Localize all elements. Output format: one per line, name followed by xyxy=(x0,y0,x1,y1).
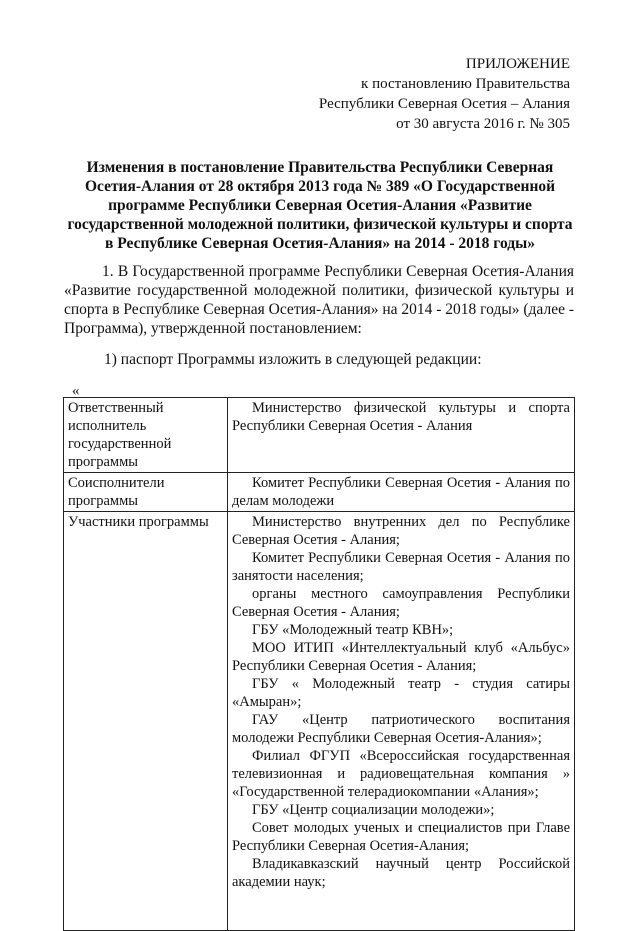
row-label-responsible: Ответственный исполнитель государственной программы xyxy=(64,398,228,473)
row-value-responsible: Министерство физической культуры и спорта Республики Северная Осетия - Алания xyxy=(228,398,575,473)
table-row xyxy=(64,512,575,931)
program-passport-table xyxy=(63,397,575,931)
participant-item: Филиал ФГУП «Всероссийская государственная телевизионная и радиовещательная компания » «Государственной телерадиокомпании «Алания»; xyxy=(232,748,570,800)
appendix-header xyxy=(319,54,570,134)
participant-item: Совет молодых ученых и специалистов при Главе Республики Северная Осетия-Алания; xyxy=(232,820,570,854)
participant-item: Комитет Республики Северная Осетия - Алания по занятости населения; xyxy=(232,550,570,584)
appendix-line-1: к постановлению Правительства xyxy=(361,76,570,92)
table-row xyxy=(64,473,575,512)
row-value-co-executors: Комитет Республики Северная Осетия - Алания по делам молодежи xyxy=(228,473,575,512)
appendix-line-3: от 30 августа 2016 г. № 305 xyxy=(396,116,570,132)
participant-item: ГБУ «Центр социализации молодежи»; xyxy=(252,802,495,818)
paragraph-1: 1. В Государственной программе Республики Северная Осетия-Алания «Развитие государственной молодежной политики, физической культуры и спорта в Республике Северная Осетия-Алания» на 2014 - 2018 годы» (далее - Программа), утвержденной постановлением: xyxy=(64,263,574,337)
appendix-heading: ПРИЛОЖЕНИЕ xyxy=(465,56,570,72)
participant-item: МОО ИТИП «Интеллектуальный клуб «Альбус» Республики Северная Осетия - Алания; xyxy=(232,640,570,674)
participant-item: Министерство внутренних дел по Республике Северная Осетия - Алания; xyxy=(232,514,570,548)
participant-item: ГБУ «Молодежный театр КВН»; xyxy=(252,622,454,638)
opening-quote: « xyxy=(72,383,80,399)
row-label-co-executors: Соисполнители программы xyxy=(64,473,228,512)
row-label-participants: Участники программы xyxy=(64,512,228,931)
paragraph-2: 1) паспорт Программы изложить в следующей редакции: xyxy=(104,351,482,368)
participant-item: органы местного самоуправления Республики Северная Осетия - Алания; xyxy=(232,586,570,620)
participant-item: ГАУ «Центр патриотического воспитания молодежи Республики Северная Осетия-Алания»; xyxy=(232,712,570,746)
participant-item: Владикавказский научный центр Российской академии наук; xyxy=(232,856,570,890)
appendix-line-2: Республики Северная Осетия – Алания xyxy=(318,96,570,112)
row-value-participants xyxy=(228,512,575,931)
cell-spacer xyxy=(232,891,570,929)
document-title: Изменения в постановление Правительства Республики Северная Осетия-Алания от 28 октября 2013 года № 389 «О Государственной программе Республики Северная Осетия-Алания «Развитие государственной молодежной политики, физической культуры и спорта в Республике Северная Осетия-Алания» на 2014 - 2018 годы» xyxy=(67,159,573,252)
table-row xyxy=(64,398,575,473)
participant-item: ГБУ « Молодежный театр - студия сатиры «Амыран»; xyxy=(232,676,570,710)
